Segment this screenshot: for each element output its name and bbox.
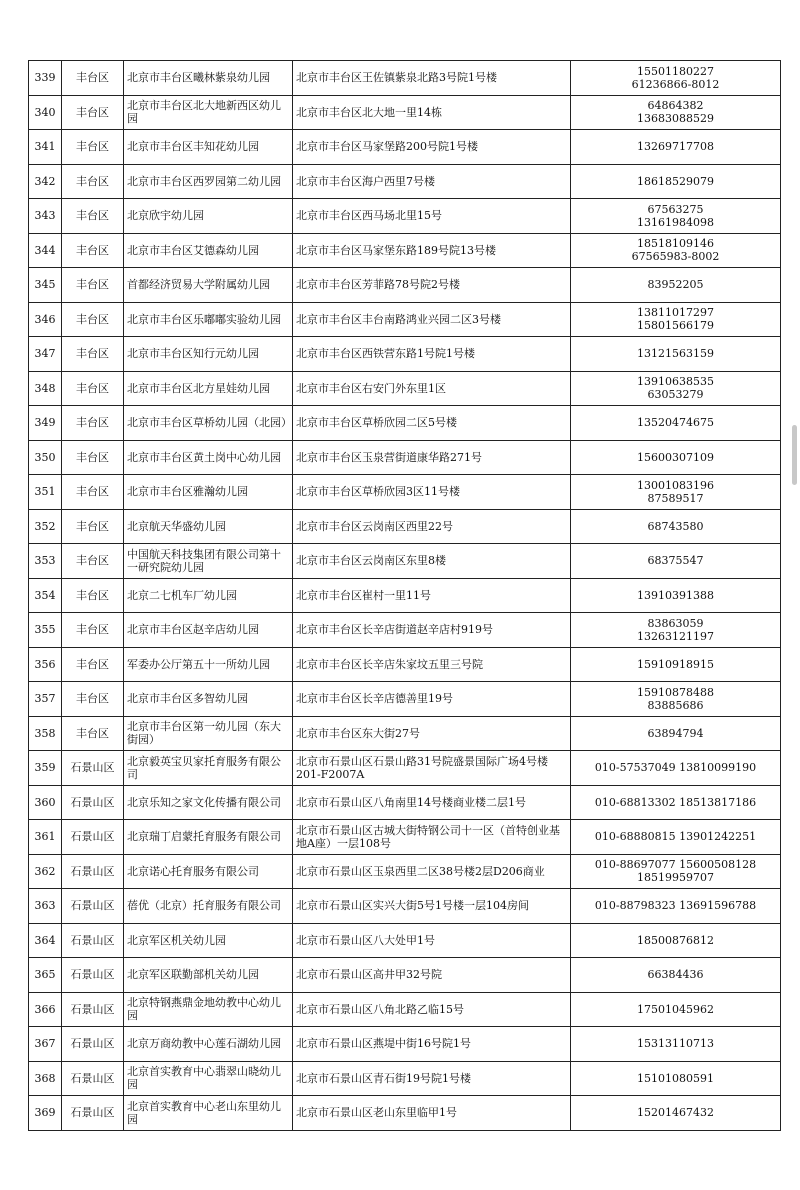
district-cell: 石景山区	[62, 820, 124, 855]
phone-cell: 68375547	[571, 544, 781, 579]
phone-cell: 15600307109	[571, 440, 781, 475]
district-cell: 丰台区	[62, 199, 124, 234]
table-row	[29, 268, 781, 303]
phone-cell: 67563275 13161984098	[571, 199, 781, 234]
row-number: 364	[29, 923, 62, 958]
address-cell: 北京市丰台区长辛店街道赵辛店村919号	[293, 613, 571, 648]
table-row	[29, 751, 781, 786]
phone-cell: 15910918915	[571, 647, 781, 682]
row-number: 350	[29, 440, 62, 475]
institution-name-cell: 北京市丰台区北大地新西区幼儿园	[124, 95, 293, 130]
row-number: 362	[29, 854, 62, 889]
institution-name-cell: 北京市丰台区乐嘟嘟实验幼儿园	[124, 302, 293, 337]
institution-name-cell: 北京市丰台区黄土岗中心幼儿园	[124, 440, 293, 475]
address-cell: 北京市石景山区八角北路乙临15号	[293, 992, 571, 1027]
district-cell: 石景山区	[62, 854, 124, 889]
institution-name-cell: 北京军区机关幼儿园	[124, 923, 293, 958]
table-row	[29, 820, 781, 855]
institution-name-cell: 北京市丰台区赵辛店幼儿园	[124, 613, 293, 648]
district-cell: 石景山区	[62, 992, 124, 1027]
address-cell: 北京市石景山区石景山路31号院盛景国际广场4号楼201-F2007A	[293, 751, 571, 786]
row-number: 347	[29, 337, 62, 372]
institution-name-cell: 北京市丰台区北方星娃幼儿园	[124, 371, 293, 406]
district-cell: 丰台区	[62, 647, 124, 682]
institution-name-cell: 军委办公厅第五十一所幼儿园	[124, 647, 293, 682]
phone-cell: 15501180227 61236866-8012	[571, 61, 781, 96]
phone-cell: 18518109146 67565983-8002	[571, 233, 781, 268]
row-number: 341	[29, 130, 62, 165]
table-row	[29, 958, 781, 993]
phone-cell: 15910878488 83885686	[571, 682, 781, 717]
phone-cell: 010-57537049 13810099190	[571, 751, 781, 786]
district-cell: 石景山区	[62, 923, 124, 958]
district-cell: 石景山区	[62, 889, 124, 924]
phone-cell: 13811017297 15801566179	[571, 302, 781, 337]
phone-cell: 010-88697077 15600508128 18519959707	[571, 854, 781, 889]
address-cell: 北京市丰台区西铁营东路1号院1号楼	[293, 337, 571, 372]
phone-cell: 83863059 13263121197	[571, 613, 781, 648]
institution-name-cell: 中国航天科技集团有限公司第十一研究院幼儿园	[124, 544, 293, 579]
address-cell: 北京市丰台区长辛店德善里19号	[293, 682, 571, 717]
phone-cell: 83952205	[571, 268, 781, 303]
row-number: 363	[29, 889, 62, 924]
table-row	[29, 1096, 781, 1131]
row-number: 349	[29, 406, 62, 441]
institution-name-cell: 北京首实教育中心翡翠山晓幼儿园	[124, 1061, 293, 1096]
table-row	[29, 509, 781, 544]
row-number: 340	[29, 95, 62, 130]
phone-cell: 010-68813302 18513817186	[571, 785, 781, 820]
phone-cell: 18618529079	[571, 164, 781, 199]
address-cell: 北京市丰台区云岗南区西里22号	[293, 509, 571, 544]
district-cell: 丰台区	[62, 613, 124, 648]
address-cell: 北京市丰台区右安门外东里1区	[293, 371, 571, 406]
address-cell: 北京市石景山区八角南里14号楼商业楼二层1号	[293, 785, 571, 820]
kindergarten-list-table	[28, 60, 781, 1131]
institution-name-cell: 首都经济贸易大学附属幼儿园	[124, 268, 293, 303]
row-number: 339	[29, 61, 62, 96]
institution-name-cell: 北京市丰台区西罗园第二幼儿园	[124, 164, 293, 199]
phone-cell: 13910638535 63053279	[571, 371, 781, 406]
table-row	[29, 61, 781, 96]
district-cell: 石景山区	[62, 785, 124, 820]
address-cell: 北京市丰台区草桥欣园二区5号楼	[293, 406, 571, 441]
institution-name-cell: 北京市丰台区艾德森幼儿园	[124, 233, 293, 268]
phone-cell: 18500876812	[571, 923, 781, 958]
row-number: 344	[29, 233, 62, 268]
table-row	[29, 785, 781, 820]
institution-name-cell: 北京军区联勤部机关幼儿园	[124, 958, 293, 993]
district-cell: 丰台区	[62, 682, 124, 717]
address-cell: 北京市丰台区丰台南路鸿业兴园二区3号楼	[293, 302, 571, 337]
table-row	[29, 923, 781, 958]
address-cell: 北京市石景山区古城大街特钢公司十一区（首特创业基地A座）一层108号	[293, 820, 571, 855]
district-cell: 丰台区	[62, 302, 124, 337]
institution-name-cell: 北京市丰台区丰知花幼儿园	[124, 130, 293, 165]
table-row	[29, 854, 781, 889]
institution-name-cell: 北京乐知之家文化传播有限公司	[124, 785, 293, 820]
row-number: 360	[29, 785, 62, 820]
scrollbar-thumb[interactable]	[792, 425, 797, 485]
address-cell: 北京市石景山区燕堤中街16号院1号	[293, 1027, 571, 1062]
address-cell: 北京市丰台区芳菲路78号院2号楼	[293, 268, 571, 303]
district-cell: 丰台区	[62, 440, 124, 475]
institution-name-cell: 北京诺心托育服务有限公司	[124, 854, 293, 889]
row-number: 359	[29, 751, 62, 786]
row-number: 352	[29, 509, 62, 544]
row-number: 342	[29, 164, 62, 199]
district-cell: 丰台区	[62, 268, 124, 303]
district-cell: 石景山区	[62, 1061, 124, 1096]
row-number: 346	[29, 302, 62, 337]
row-number: 358	[29, 716, 62, 751]
row-number: 345	[29, 268, 62, 303]
table-row	[29, 1027, 781, 1062]
address-cell: 北京市石景山区高井甲32号院	[293, 958, 571, 993]
institution-name-cell: 北京市丰台区雅瀚幼儿园	[124, 475, 293, 510]
district-cell: 丰台区	[62, 509, 124, 544]
phone-cell: 13269717708	[571, 130, 781, 165]
table-row	[29, 233, 781, 268]
address-cell: 北京市石景山区实兴大街5号1号楼一层104房间	[293, 889, 571, 924]
table-row	[29, 337, 781, 372]
phone-cell: 17501045962	[571, 992, 781, 1027]
row-number: 367	[29, 1027, 62, 1062]
address-cell: 北京市丰台区长辛店朱家坟五里三号院	[293, 647, 571, 682]
phone-cell: 13121563159	[571, 337, 781, 372]
phone-cell: 68743580	[571, 509, 781, 544]
address-cell: 北京市丰台区东大街27号	[293, 716, 571, 751]
table-row	[29, 992, 781, 1027]
phone-cell: 010-88798323 13691596788	[571, 889, 781, 924]
institution-name-cell: 北京毅英宝贝家托育服务有限公司	[124, 751, 293, 786]
institution-name-cell: 北京万商幼教中心莲石湖幼儿园	[124, 1027, 293, 1062]
phone-cell: 63894794	[571, 716, 781, 751]
district-cell: 石景山区	[62, 751, 124, 786]
address-cell: 北京市丰台区草桥欣园3区11号楼	[293, 475, 571, 510]
institution-name-cell: 北京市丰台区曦林紫泉幼儿园	[124, 61, 293, 96]
table-row	[29, 440, 781, 475]
address-cell: 北京市丰台区马家堡东路189号院13号楼	[293, 233, 571, 268]
address-cell: 北京市丰台区马家堡路200号院1号楼	[293, 130, 571, 165]
table-row	[29, 613, 781, 648]
address-cell: 北京市丰台区北大地一里14栋	[293, 95, 571, 130]
row-number: 343	[29, 199, 62, 234]
institution-name-cell: 蓓优（北京）托育服务有限公司	[124, 889, 293, 924]
address-cell: 北京市丰台区海户西里7号楼	[293, 164, 571, 199]
institution-name-cell: 北京首实教育中心老山东里幼儿园	[124, 1096, 293, 1131]
table-row	[29, 475, 781, 510]
table-row	[29, 1061, 781, 1096]
address-cell: 北京市石景山区玉泉西里二区38号楼2层D206商业	[293, 854, 571, 889]
district-cell: 丰台区	[62, 475, 124, 510]
phone-cell: 15101080591	[571, 1061, 781, 1096]
table-row	[29, 406, 781, 441]
district-cell: 丰台区	[62, 233, 124, 268]
phone-cell: 64864382 13683088529	[571, 95, 781, 130]
address-cell: 北京市石景山区八大处甲1号	[293, 923, 571, 958]
row-number: 351	[29, 475, 62, 510]
district-cell: 石景山区	[62, 1027, 124, 1062]
institution-name-cell: 北京航天华盛幼儿园	[124, 509, 293, 544]
institution-name-cell: 北京市丰台区多智幼儿园	[124, 682, 293, 717]
phone-cell: 13001083196 87589517	[571, 475, 781, 510]
district-cell: 丰台区	[62, 578, 124, 613]
table-row	[29, 647, 781, 682]
institution-name-cell: 北京瑞丁启蒙托育服务有限公司	[124, 820, 293, 855]
row-number: 353	[29, 544, 62, 579]
table-row	[29, 578, 781, 613]
table-row	[29, 95, 781, 130]
district-cell: 石景山区	[62, 958, 124, 993]
table-row	[29, 302, 781, 337]
address-cell: 北京市丰台区西马场北里15号	[293, 199, 571, 234]
row-number: 354	[29, 578, 62, 613]
institution-name-cell: 北京市丰台区第一幼儿园（东大街园）	[124, 716, 293, 751]
institution-name-cell: 北京市丰台区草桥幼儿园（北园）	[124, 406, 293, 441]
address-cell: 北京市丰台区云岗南区东里8楼	[293, 544, 571, 579]
table-row	[29, 716, 781, 751]
district-cell: 丰台区	[62, 716, 124, 751]
table-row	[29, 199, 781, 234]
row-number: 355	[29, 613, 62, 648]
address-cell: 北京市丰台区玉泉营街道康华路271号	[293, 440, 571, 475]
institution-name-cell: 北京特钢燕鼎金地幼教中心幼儿园	[124, 992, 293, 1027]
district-cell: 丰台区	[62, 371, 124, 406]
table-row	[29, 889, 781, 924]
address-cell: 北京市丰台区王佐镇紫泉北路3号院1号楼	[293, 61, 571, 96]
phone-cell: 66384436	[571, 958, 781, 993]
table-row	[29, 682, 781, 717]
table-row	[29, 544, 781, 579]
table-row	[29, 164, 781, 199]
phone-cell: 010-68880815 13901242251	[571, 820, 781, 855]
row-number: 361	[29, 820, 62, 855]
address-cell: 北京市石景山区老山东里临甲1号	[293, 1096, 571, 1131]
district-cell: 石景山区	[62, 1096, 124, 1131]
phone-cell: 15313110713	[571, 1027, 781, 1062]
row-number: 369	[29, 1096, 62, 1131]
district-cell: 丰台区	[62, 406, 124, 441]
phone-cell: 15201467432	[571, 1096, 781, 1131]
row-number: 356	[29, 647, 62, 682]
row-number: 366	[29, 992, 62, 1027]
phone-cell: 13910391388	[571, 578, 781, 613]
phone-cell: 13520474675	[571, 406, 781, 441]
institution-name-cell: 北京欣宇幼儿园	[124, 199, 293, 234]
address-cell: 北京市石景山区青石街19号院1号楼	[293, 1061, 571, 1096]
institution-name-cell: 北京市丰台区知行元幼儿园	[124, 337, 293, 372]
district-cell: 丰台区	[62, 164, 124, 199]
row-number: 357	[29, 682, 62, 717]
district-cell: 丰台区	[62, 130, 124, 165]
row-number: 348	[29, 371, 62, 406]
district-cell: 丰台区	[62, 95, 124, 130]
district-cell: 丰台区	[62, 544, 124, 579]
address-cell: 北京市丰台区崔村一里11号	[293, 578, 571, 613]
district-cell: 丰台区	[62, 337, 124, 372]
row-number: 365	[29, 958, 62, 993]
table-row	[29, 130, 781, 165]
district-cell: 丰台区	[62, 61, 124, 96]
table-row	[29, 371, 781, 406]
row-number: 368	[29, 1061, 62, 1096]
institution-name-cell: 北京二七机车厂幼儿园	[124, 578, 293, 613]
